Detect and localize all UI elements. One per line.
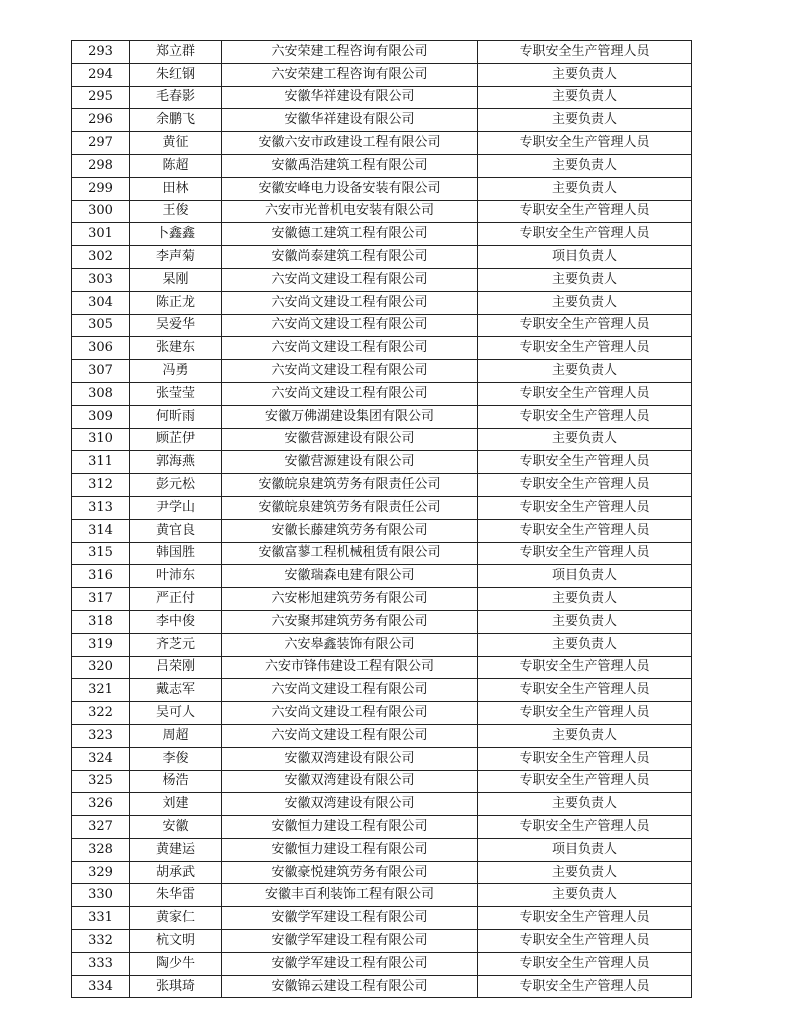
company-name-cell: 安徽皖泉建筑劳务有限责任公司 xyxy=(222,496,478,519)
serial-number-cell: 304 xyxy=(72,291,130,314)
person-name-cell: 郭海燕 xyxy=(130,451,222,474)
company-name-cell: 安徽锦云建设工程有限公司 xyxy=(222,975,478,998)
table-row xyxy=(72,405,692,428)
serial-number-cell: 321 xyxy=(72,679,130,702)
company-name-cell: 安徽营源建设有限公司 xyxy=(222,428,478,451)
company-name-cell: 六安尚文建设工程有限公司 xyxy=(222,382,478,405)
serial-number-cell: 295 xyxy=(72,86,130,109)
table-row xyxy=(72,223,692,246)
person-name-cell: 朱华雷 xyxy=(130,884,222,907)
person-name-cell: 齐芝元 xyxy=(130,633,222,656)
table-row xyxy=(72,382,692,405)
company-name-cell: 安徽万佛湖建设集团有限公司 xyxy=(222,405,478,428)
company-name-cell: 安徽恒力建设工程有限公司 xyxy=(222,838,478,861)
person-name-cell: 卜鑫鑫 xyxy=(130,223,222,246)
table-row xyxy=(72,519,692,542)
table-row xyxy=(72,337,692,360)
serial-number-cell: 299 xyxy=(72,177,130,200)
table-row xyxy=(72,291,692,314)
role-cell: 专职安全生产管理人员 xyxy=(478,132,692,155)
serial-number-cell: 293 xyxy=(72,41,130,64)
serial-number-cell: 324 xyxy=(72,747,130,770)
person-name-cell: 顾芷伊 xyxy=(130,428,222,451)
person-name-cell: 李中俊 xyxy=(130,610,222,633)
serial-number-cell: 305 xyxy=(72,314,130,337)
person-name-cell: 陈超 xyxy=(130,154,222,177)
person-name-cell: 叶沛东 xyxy=(130,565,222,588)
table-row xyxy=(72,154,692,177)
serial-number-cell: 319 xyxy=(72,633,130,656)
serial-number-cell: 322 xyxy=(72,702,130,725)
company-name-cell: 安徽华祥建设有限公司 xyxy=(222,109,478,132)
serial-number-cell: 297 xyxy=(72,132,130,155)
person-name-cell: 彭元松 xyxy=(130,474,222,497)
person-name-cell: 郑立群 xyxy=(130,41,222,64)
role-cell: 主要负责人 xyxy=(478,633,692,656)
role-cell: 主要负责人 xyxy=(478,793,692,816)
company-name-cell: 六安尚文建设工程有限公司 xyxy=(222,679,478,702)
role-cell: 专职安全生产管理人员 xyxy=(478,770,692,793)
serial-number-cell: 307 xyxy=(72,360,130,383)
person-name-cell: 刘建 xyxy=(130,793,222,816)
person-name-cell: 杭文明 xyxy=(130,930,222,953)
company-name-cell: 安徽学军建设工程有限公司 xyxy=(222,930,478,953)
serial-number-cell: 313 xyxy=(72,496,130,519)
person-name-cell: 何昕雨 xyxy=(130,405,222,428)
person-name-cell: 王俊 xyxy=(130,200,222,223)
serial-number-cell: 330 xyxy=(72,884,130,907)
person-name-cell: 黄家仁 xyxy=(130,907,222,930)
personnel-table xyxy=(71,40,692,998)
company-name-cell: 安徽长藤建筑劳务有限公司 xyxy=(222,519,478,542)
serial-number-cell: 318 xyxy=(72,610,130,633)
company-name-cell: 安徽尚泰建筑工程有限公司 xyxy=(222,246,478,269)
person-name-cell: 冯勇 xyxy=(130,360,222,383)
table-row xyxy=(72,724,692,747)
role-cell: 主要负责人 xyxy=(478,360,692,383)
table-row xyxy=(72,41,692,64)
table-row xyxy=(72,496,692,519)
role-cell: 专职安全生产管理人员 xyxy=(478,200,692,223)
table-row xyxy=(72,360,692,383)
company-name-cell: 安徽瑞森电建有限公司 xyxy=(222,565,478,588)
role-cell: 专职安全生产管理人员 xyxy=(478,382,692,405)
table-row xyxy=(72,314,692,337)
serial-number-cell: 329 xyxy=(72,861,130,884)
role-cell: 专职安全生产管理人员 xyxy=(478,41,692,64)
serial-number-cell: 308 xyxy=(72,382,130,405)
table-row xyxy=(72,588,692,611)
role-cell: 主要负责人 xyxy=(478,291,692,314)
serial-number-cell: 331 xyxy=(72,907,130,930)
role-cell: 主要负责人 xyxy=(478,177,692,200)
company-name-cell: 六安尚文建设工程有限公司 xyxy=(222,360,478,383)
person-name-cell: 吴爱华 xyxy=(130,314,222,337)
role-cell: 专职安全生产管理人员 xyxy=(478,337,692,360)
table-row xyxy=(72,63,692,86)
person-name-cell: 余鹏飞 xyxy=(130,109,222,132)
serial-number-cell: 301 xyxy=(72,223,130,246)
company-name-cell: 安徽豪悦建筑劳务有限公司 xyxy=(222,861,478,884)
person-name-cell: 张莹莹 xyxy=(130,382,222,405)
serial-number-cell: 334 xyxy=(72,975,130,998)
table-row xyxy=(72,542,692,565)
company-name-cell: 六安市光普机电安装有限公司 xyxy=(222,200,478,223)
company-name-cell: 六安尚文建设工程有限公司 xyxy=(222,337,478,360)
company-name-cell: 安徽恒力建设工程有限公司 xyxy=(222,816,478,839)
company-name-cell: 安徽禹浩建筑工程有限公司 xyxy=(222,154,478,177)
person-name-cell: 张建东 xyxy=(130,337,222,360)
serial-number-cell: 327 xyxy=(72,816,130,839)
serial-number-cell: 310 xyxy=(72,428,130,451)
person-name-cell: 韩国胜 xyxy=(130,542,222,565)
role-cell: 项目负责人 xyxy=(478,246,692,269)
table-row xyxy=(72,177,692,200)
table-row xyxy=(72,610,692,633)
role-cell: 专职安全生产管理人员 xyxy=(478,519,692,542)
person-name-cell: 尹学山 xyxy=(130,496,222,519)
person-name-cell: 田林 xyxy=(130,177,222,200)
person-name-cell: 朱红钢 xyxy=(130,63,222,86)
person-name-cell: 严正付 xyxy=(130,588,222,611)
role-cell: 专职安全生产管理人员 xyxy=(478,702,692,725)
company-name-cell: 六安皋鑫装饰有限公司 xyxy=(222,633,478,656)
role-cell: 专职安全生产管理人员 xyxy=(478,747,692,770)
company-name-cell: 六安尚文建设工程有限公司 xyxy=(222,702,478,725)
company-name-cell: 安徽华祥建设有限公司 xyxy=(222,86,478,109)
table-row xyxy=(72,747,692,770)
table-row xyxy=(72,474,692,497)
role-cell: 主要负责人 xyxy=(478,884,692,907)
serial-number-cell: 303 xyxy=(72,268,130,291)
person-name-cell: 陈正龙 xyxy=(130,291,222,314)
table-row xyxy=(72,838,692,861)
company-name-cell: 安徽营源建设有限公司 xyxy=(222,451,478,474)
role-cell: 专职安全生产管理人员 xyxy=(478,542,692,565)
role-cell: 专职安全生产管理人员 xyxy=(478,223,692,246)
serial-number-cell: 332 xyxy=(72,930,130,953)
company-name-cell: 六安市锋伟建设工程有限公司 xyxy=(222,656,478,679)
role-cell: 项目负责人 xyxy=(478,838,692,861)
table-row xyxy=(72,930,692,953)
company-name-cell: 六安荣建工程咨询有限公司 xyxy=(222,63,478,86)
serial-number-cell: 298 xyxy=(72,154,130,177)
person-name-cell: 安徽 xyxy=(130,816,222,839)
company-name-cell: 六安尚文建设工程有限公司 xyxy=(222,724,478,747)
company-name-cell: 安徽安峰电力设备安装有限公司 xyxy=(222,177,478,200)
role-cell: 主要负责人 xyxy=(478,154,692,177)
serial-number-cell: 309 xyxy=(72,405,130,428)
company-name-cell: 安徽德工建筑工程有限公司 xyxy=(222,223,478,246)
person-name-cell: 张琪琦 xyxy=(130,975,222,998)
person-name-cell: 陶少牛 xyxy=(130,952,222,975)
company-name-cell: 安徽学军建设工程有限公司 xyxy=(222,952,478,975)
serial-number-cell: 312 xyxy=(72,474,130,497)
role-cell: 主要负责人 xyxy=(478,861,692,884)
personnel-table-body xyxy=(72,41,692,998)
role-cell: 主要负责人 xyxy=(478,109,692,132)
role-cell: 专职安全生产管理人员 xyxy=(478,816,692,839)
person-name-cell: 杨浩 xyxy=(130,770,222,793)
serial-number-cell: 315 xyxy=(72,542,130,565)
role-cell: 专职安全生产管理人员 xyxy=(478,975,692,998)
person-name-cell: 杲刚 xyxy=(130,268,222,291)
company-name-cell: 安徽双湾建设有限公司 xyxy=(222,793,478,816)
person-name-cell: 李声菊 xyxy=(130,246,222,269)
serial-number-cell: 300 xyxy=(72,200,130,223)
serial-number-cell: 328 xyxy=(72,838,130,861)
company-name-cell: 六安聚邦建筑劳务有限公司 xyxy=(222,610,478,633)
table-row xyxy=(72,679,692,702)
person-name-cell: 周超 xyxy=(130,724,222,747)
table-row xyxy=(72,565,692,588)
company-name-cell: 安徽六安市政建设工程有限公司 xyxy=(222,132,478,155)
table-row xyxy=(72,246,692,269)
serial-number-cell: 302 xyxy=(72,246,130,269)
serial-number-cell: 306 xyxy=(72,337,130,360)
company-name-cell: 六安荣建工程咨询有限公司 xyxy=(222,41,478,64)
person-name-cell: 吴可人 xyxy=(130,702,222,725)
person-name-cell: 黄建运 xyxy=(130,838,222,861)
person-name-cell: 胡承武 xyxy=(130,861,222,884)
table-row xyxy=(72,200,692,223)
serial-number-cell: 296 xyxy=(72,109,130,132)
table-row xyxy=(72,975,692,998)
role-cell: 主要负责人 xyxy=(478,724,692,747)
table-row xyxy=(72,633,692,656)
serial-number-cell: 317 xyxy=(72,588,130,611)
serial-number-cell: 320 xyxy=(72,656,130,679)
role-cell: 专职安全生产管理人员 xyxy=(478,405,692,428)
role-cell: 专职安全生产管理人员 xyxy=(478,474,692,497)
company-name-cell: 六安尚文建设工程有限公司 xyxy=(222,314,478,337)
serial-number-cell: 325 xyxy=(72,770,130,793)
company-name-cell: 六安尚文建设工程有限公司 xyxy=(222,268,478,291)
serial-number-cell: 294 xyxy=(72,63,130,86)
table-row xyxy=(72,793,692,816)
table-row xyxy=(72,816,692,839)
role-cell: 专职安全生产管理人员 xyxy=(478,679,692,702)
company-name-cell: 安徽富蓼工程机械租赁有限公司 xyxy=(222,542,478,565)
role-cell: 专职安全生产管理人员 xyxy=(478,314,692,337)
role-cell: 项目负责人 xyxy=(478,565,692,588)
table-row xyxy=(72,132,692,155)
table-row xyxy=(72,770,692,793)
role-cell: 专职安全生产管理人员 xyxy=(478,496,692,519)
role-cell: 专职安全生产管理人员 xyxy=(478,656,692,679)
serial-number-cell: 316 xyxy=(72,565,130,588)
table-row xyxy=(72,451,692,474)
table-row xyxy=(72,861,692,884)
table-row xyxy=(72,884,692,907)
role-cell: 主要负责人 xyxy=(478,63,692,86)
person-name-cell: 戴志军 xyxy=(130,679,222,702)
person-name-cell: 吕荣刚 xyxy=(130,656,222,679)
serial-number-cell: 314 xyxy=(72,519,130,542)
table-row xyxy=(72,952,692,975)
serial-number-cell: 311 xyxy=(72,451,130,474)
company-name-cell: 安徽皖泉建筑劳务有限责任公司 xyxy=(222,474,478,497)
table-row xyxy=(72,702,692,725)
table-row xyxy=(72,428,692,451)
role-cell: 主要负责人 xyxy=(478,428,692,451)
serial-number-cell: 333 xyxy=(72,952,130,975)
role-cell: 主要负责人 xyxy=(478,588,692,611)
table-row xyxy=(72,907,692,930)
company-name-cell: 安徽学军建设工程有限公司 xyxy=(222,907,478,930)
table-row xyxy=(72,268,692,291)
person-name-cell: 黄征 xyxy=(130,132,222,155)
role-cell: 专职安全生产管理人员 xyxy=(478,952,692,975)
role-cell: 主要负责人 xyxy=(478,610,692,633)
company-name-cell: 六安尚文建设工程有限公司 xyxy=(222,291,478,314)
person-name-cell: 黄官良 xyxy=(130,519,222,542)
person-name-cell: 李俊 xyxy=(130,747,222,770)
role-cell: 主要负责人 xyxy=(478,86,692,109)
person-name-cell: 毛春影 xyxy=(130,86,222,109)
table-row xyxy=(72,656,692,679)
role-cell: 专职安全生产管理人员 xyxy=(478,930,692,953)
company-name-cell: 六安彬旭建筑劳务有限公司 xyxy=(222,588,478,611)
company-name-cell: 安徽双湾建设有限公司 xyxy=(222,770,478,793)
serial-number-cell: 326 xyxy=(72,793,130,816)
role-cell: 主要负责人 xyxy=(478,268,692,291)
role-cell: 专职安全生产管理人员 xyxy=(478,451,692,474)
serial-number-cell: 323 xyxy=(72,724,130,747)
company-name-cell: 安徽丰百利装饰工程有限公司 xyxy=(222,884,478,907)
table-row xyxy=(72,86,692,109)
company-name-cell: 安徽双湾建设有限公司 xyxy=(222,747,478,770)
table-row xyxy=(72,109,692,132)
role-cell: 专职安全生产管理人员 xyxy=(478,907,692,930)
